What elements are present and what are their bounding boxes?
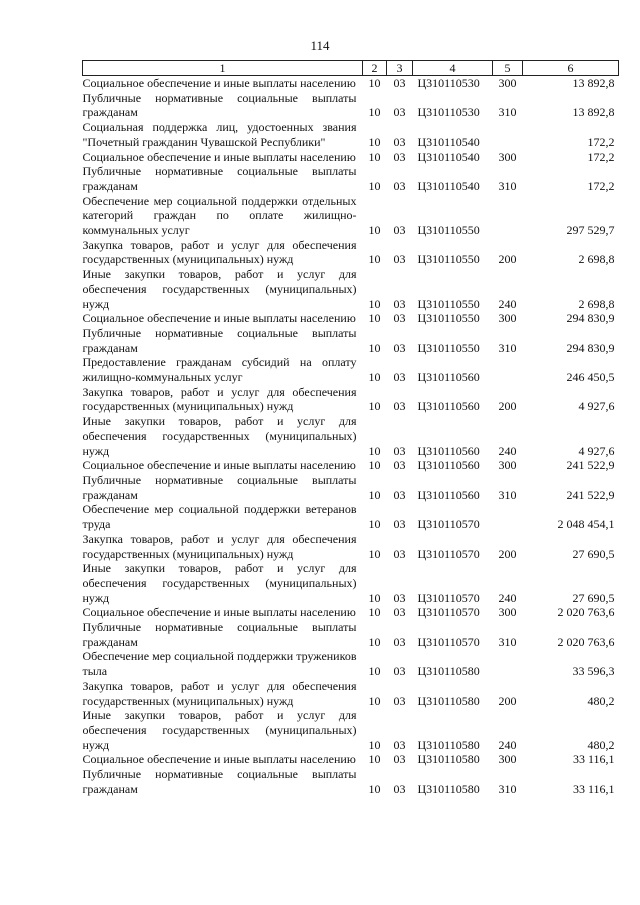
row-target-article: Ц310110560 <box>417 487 480 502</box>
row-expense-type: 300 <box>498 149 517 164</box>
row-expense-type: 300 <box>498 458 517 473</box>
row-target-article: Ц310110580 <box>417 693 480 708</box>
row-name: Социальное обеспечение и иные выплаты населению <box>82 76 356 90</box>
row-name: Иные закупки товаров, работ и услуг для обеспечения государственных (муниципальных) нужд <box>82 267 357 311</box>
header-col-2: 2 <box>363 61 387 76</box>
row-subsection: 03 <box>393 458 406 473</box>
row-name: Обеспечение мер социальной поддержки отдельных категорий граждан по оплате жилищно-коммунальных услуг <box>82 193 357 238</box>
row-amount: 480,2 <box>587 693 615 708</box>
row-subsection: 03 <box>393 252 406 267</box>
table-body <box>83 76 619 797</box>
row-subsection: 03 <box>393 605 406 620</box>
row-section: 10 <box>368 487 381 502</box>
row-section: 10 <box>368 664 381 679</box>
row-expense-type: 310 <box>498 634 517 649</box>
row-target-article: Ц310110560 <box>417 370 480 385</box>
row-amount: 172,2 <box>587 149 615 164</box>
table-row <box>83 91 619 120</box>
row-amount: 246 450,5 <box>566 370 615 385</box>
row-subsection: 03 <box>393 752 406 767</box>
row-amount: 13 892,8 <box>572 105 615 120</box>
row-expense-type <box>493 120 523 149</box>
table-row <box>83 311 619 326</box>
row-subsection: 03 <box>393 781 406 796</box>
table-row <box>83 620 619 649</box>
row-expense-type <box>493 502 523 531</box>
row-name: Социальная поддержка лиц, удостоенных звания "Почетный гражданин Чувашской Республики" <box>82 120 357 149</box>
row-expense-type: 300 <box>498 605 517 620</box>
table-row <box>83 194 619 238</box>
table-row <box>83 150 619 165</box>
row-target-article: Ц310110530 <box>417 76 480 90</box>
header-col-5: 5 <box>493 61 523 76</box>
row-target-article: Ц310110570 <box>417 517 480 532</box>
row-amount: 27 690,5 <box>572 546 615 561</box>
table-row <box>83 649 619 678</box>
row-expense-type: 240 <box>498 737 517 752</box>
row-section: 10 <box>368 517 381 532</box>
row-expense-type: 300 <box>498 311 517 326</box>
row-name: Социальное обеспечение и иные выплаты населению <box>82 605 356 620</box>
table-row <box>83 767 619 796</box>
table-row <box>83 267 619 311</box>
row-expense-type: 240 <box>498 296 517 311</box>
row-subsection: 03 <box>393 487 406 502</box>
row-name: Предоставление гражданам субсидий на оплату жилищно-коммунальных услуг <box>82 355 357 385</box>
row-amount: 4 927,6 <box>578 399 615 414</box>
table-header-row <box>83 61 619 76</box>
row-expense-type <box>493 649 523 678</box>
row-target-article: Ц310110550 <box>417 311 480 326</box>
row-amount: 33 116,1 <box>572 752 615 767</box>
row-amount: 172,2 <box>587 134 615 149</box>
row-name: Социальное обеспечение и иные выплаты населению <box>82 458 356 473</box>
row-expense-type: 200 <box>498 693 517 708</box>
row-target-article: Ц310110580 <box>417 737 480 752</box>
table-row <box>83 120 619 149</box>
row-expense-type <box>493 355 523 384</box>
row-amount: 2 048 454,1 <box>557 517 615 532</box>
row-target-article: Ц310110570 <box>417 590 480 605</box>
row-section: 10 <box>368 370 381 385</box>
row-subsection: 03 <box>393 634 406 649</box>
header-col-6: 6 <box>523 61 619 76</box>
row-section: 10 <box>368 458 381 473</box>
row-expense-type: 300 <box>498 76 517 90</box>
row-name: Обеспечение мер социальной поддержки ветеранов труда <box>82 502 357 532</box>
row-section: 10 <box>368 590 381 605</box>
row-expense-type: 310 <box>498 781 517 796</box>
row-expense-type: 310 <box>498 178 517 193</box>
row-amount: 480,2 <box>587 737 615 752</box>
row-name: Социальное обеспечение и иные выплаты населению <box>82 149 356 164</box>
table-row <box>83 752 619 767</box>
row-section: 10 <box>368 134 381 149</box>
row-expense-type: 300 <box>498 752 517 767</box>
row-section: 10 <box>368 252 381 267</box>
table-row <box>83 532 619 561</box>
row-name: Закупка товаров, работ и услуг для обеспечения государственных (муниципальных) нужд <box>82 678 357 708</box>
row-name: Иные закупки товаров, работ и услуг для обеспечения государственных (муниципальных) нужд <box>82 414 357 458</box>
row-section: 10 <box>368 443 381 458</box>
row-expense-type: 310 <box>498 105 517 120</box>
row-amount: 241 522,9 <box>566 487 615 502</box>
row-section: 10 <box>368 399 381 414</box>
row-subsection: 03 <box>393 311 406 326</box>
row-amount: 4 927,6 <box>578 443 615 458</box>
row-section: 10 <box>368 737 381 752</box>
row-expense-type: 240 <box>498 590 517 605</box>
row-target-article: Ц310110560 <box>417 399 480 414</box>
row-target-article: Ц310110580 <box>417 664 480 679</box>
page-number: 114 <box>310 38 330 53</box>
row-amount: 2 020 763,6 <box>557 634 615 649</box>
row-section: 10 <box>368 76 381 90</box>
row-subsection: 03 <box>393 340 406 355</box>
row-amount: 33 596,3 <box>572 664 615 679</box>
row-expense-type: 200 <box>498 252 517 267</box>
table-row <box>83 605 619 620</box>
row-name: Социальное обеспечение и иные выплаты населению <box>82 752 356 767</box>
row-name: Публичные нормативные социальные выплаты гражданам <box>82 767 357 796</box>
row-subsection: 03 <box>393 149 406 164</box>
row-target-article: Ц310110540 <box>417 178 480 193</box>
row-subsection: 03 <box>393 517 406 532</box>
row-name: Закупка товаров, работ и услуг для обеспечения государственных (муниципальных) нужд <box>82 237 357 267</box>
row-name: Публичные нормативные социальные выплаты гражданам <box>82 620 357 649</box>
row-amount: 33 116,1 <box>572 781 615 796</box>
row-target-article: Ц310110550 <box>417 252 480 267</box>
row-amount: 2 698,8 <box>578 296 615 311</box>
row-subsection: 03 <box>393 296 406 311</box>
row-name: Обеспечение мер социальной поддержки тружеников тыла <box>82 649 357 679</box>
row-target-article: Ц310110560 <box>417 443 480 458</box>
row-name: Публичные нормативные социальные выплаты гражданам <box>82 164 357 193</box>
row-expense-type <box>493 194 523 238</box>
row-name: Социальное обеспечение и иные выплаты населению <box>82 311 356 326</box>
table-row <box>83 385 619 414</box>
table-row <box>83 708 619 752</box>
row-target-article: Ц310110570 <box>417 546 480 561</box>
row-name: Закупка товаров, работ и услуг для обеспечения государственных (муниципальных) нужд <box>82 384 357 414</box>
table-row <box>83 414 619 458</box>
table-row <box>83 473 619 502</box>
row-expense-type: 310 <box>498 340 517 355</box>
row-subsection: 03 <box>393 399 406 414</box>
table-row <box>83 76 619 91</box>
row-target-article: Ц310110550 <box>417 296 480 311</box>
budget-table <box>82 60 619 796</box>
row-amount: 294 830,9 <box>566 340 615 355</box>
row-name: Публичные нормативные социальные выплаты гражданам <box>82 325 357 355</box>
row-subsection: 03 <box>393 76 406 90</box>
row-section: 10 <box>368 311 381 326</box>
row-target-article: Ц310110570 <box>417 605 480 620</box>
table-row <box>83 238 619 267</box>
table-row <box>83 561 619 605</box>
row-target-article: Ц310110540 <box>417 134 480 149</box>
row-expense-type: 310 <box>498 487 517 502</box>
row-name: Закупка товаров, работ и услуг для обеспечения государственных (муниципальных) нужд <box>82 531 357 561</box>
row-section: 10 <box>368 340 381 355</box>
row-target-article: Ц310110540 <box>417 149 480 164</box>
row-section: 10 <box>368 296 381 311</box>
row-amount: 241 522,9 <box>566 458 615 473</box>
row-subsection: 03 <box>393 693 406 708</box>
table-row <box>83 355 619 384</box>
row-amount: 2 020 763,6 <box>557 605 615 620</box>
row-section: 10 <box>368 178 381 193</box>
row-amount: 27 690,5 <box>572 590 615 605</box>
row-expense-type: 200 <box>498 399 517 414</box>
row-target-article: Ц310110570 <box>417 634 480 649</box>
row-section: 10 <box>368 781 381 796</box>
row-section: 10 <box>368 605 381 620</box>
row-subsection: 03 <box>393 105 406 120</box>
row-subsection: 03 <box>393 370 406 385</box>
row-amount: 2 698,8 <box>578 252 615 267</box>
row-subsection: 03 <box>393 546 406 561</box>
row-section: 10 <box>368 752 381 767</box>
row-subsection: 03 <box>393 443 406 458</box>
table-row <box>83 164 619 193</box>
table-row <box>83 326 619 355</box>
row-subsection: 03 <box>393 134 406 149</box>
header-col-4: 4 <box>413 61 493 76</box>
header-col-3: 3 <box>387 61 413 76</box>
header-col-1: 1 <box>83 61 363 76</box>
row-subsection: 03 <box>393 223 406 238</box>
row-name: Иные закупки товаров, работ и услуг для обеспечения государственных (муниципальных) нужд <box>82 561 357 605</box>
row-section: 10 <box>368 223 381 238</box>
row-amount: 172,2 <box>587 178 615 193</box>
table-row <box>83 458 619 473</box>
row-target-article: Ц310110560 <box>417 458 480 473</box>
row-subsection: 03 <box>393 178 406 193</box>
row-expense-type: 200 <box>498 546 517 561</box>
row-section: 10 <box>368 105 381 120</box>
row-target-article: Ц310110580 <box>417 781 480 796</box>
row-subsection: 03 <box>393 664 406 679</box>
row-section: 10 <box>368 546 381 561</box>
table-row <box>83 679 619 708</box>
row-amount: 297 529,7 <box>566 223 615 238</box>
row-target-article: Ц310110530 <box>417 105 480 120</box>
row-target-article: Ц310110550 <box>417 223 480 238</box>
row-subsection: 03 <box>393 737 406 752</box>
row-target-article: Ц310110550 <box>417 340 480 355</box>
row-name: Публичные нормативные социальные выплаты гражданам <box>82 472 357 502</box>
row-amount: 13 892,8 <box>572 76 615 90</box>
row-expense-type: 240 <box>498 443 517 458</box>
row-amount: 294 830,9 <box>566 311 615 326</box>
row-subsection: 03 <box>393 590 406 605</box>
row-name: Иные закупки товаров, работ и услуг для обеспечения государственных (муниципальных) нужд <box>82 708 357 752</box>
row-target-article: Ц310110580 <box>417 752 480 767</box>
table-row <box>83 502 619 531</box>
row-section: 10 <box>368 634 381 649</box>
row-section: 10 <box>368 693 381 708</box>
row-section: 10 <box>368 149 381 164</box>
row-name: Публичные нормативные социальные выплаты гражданам <box>82 90 357 120</box>
